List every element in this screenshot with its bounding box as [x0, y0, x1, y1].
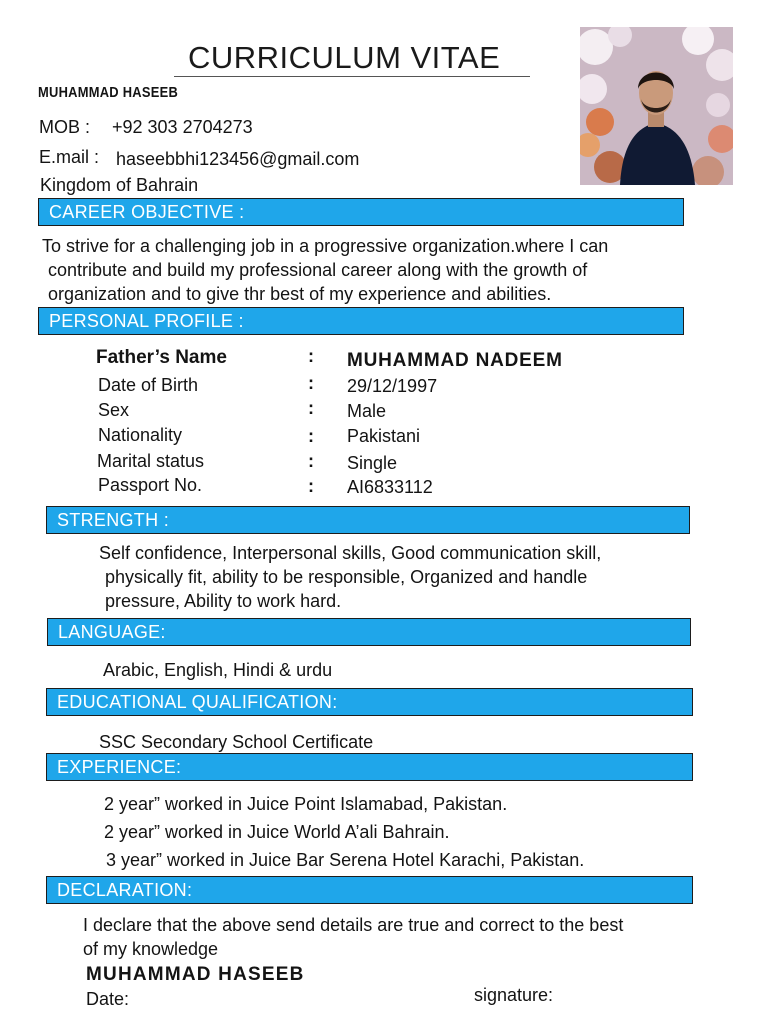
strength-line-1: Self confidence, Interpersonal skills, Good communication skill, — [99, 543, 602, 563]
profile-value-marital: Single — [347, 453, 398, 473]
profile-value-sex: Male — [347, 401, 387, 421]
objective-line-3: organization and to give thr best of my experience and abilities. — [48, 284, 552, 304]
declaration-line-2: of my knowledge — [83, 939, 219, 959]
language-text: Arabic, English, Hindi & urdu — [103, 660, 333, 680]
profile-colon: : — [308, 426, 314, 446]
objective-line-1: To strive for a challenging job in a progressive organization.where I can — [42, 236, 609, 256]
objective-line-2: contribute and build my professional career along with the growth of — [48, 260, 588, 280]
experience-item-3: 3 year” worked in Juice Bar Serena Hotel Karachi, Pakistan. — [106, 850, 585, 870]
declarant-name: MUHAMMAD HASEEB — [86, 964, 305, 985]
section-personal-profile: PERSONAL PROFILE : — [38, 307, 684, 335]
profile-value-father: MUHAMMAD NADEEM — [347, 350, 563, 371]
section-education: EDUCATIONAL QUALIFICATION: — [46, 688, 693, 716]
profile-value-nationality: Pakistani — [347, 426, 421, 446]
experience-item-1: 2 year” worked in Juice Point Islamabad, Pakistan. — [104, 794, 508, 814]
profile-value-dob: 29/12/1997 — [347, 376, 438, 396]
profile-label-sex: Sex — [98, 400, 130, 420]
experience-item-2: 2 year” worked in Juice World A’ali Bahrain. — [104, 822, 450, 842]
section-declaration: DECLARATION: — [46, 876, 693, 904]
profile-colon: : — [308, 476, 314, 496]
date-label: Date: — [86, 989, 130, 1009]
section-experience: EXPERIENCE: — [46, 753, 693, 781]
profile-colon: : — [308, 373, 314, 393]
section-language: LANGUAGE: — [47, 618, 691, 646]
profile-value-passport: AI6833112 — [347, 477, 433, 497]
email-label: E.mail : — [39, 147, 100, 167]
education-text: SSC Secondary School Certificate — [99, 732, 374, 752]
profile-label-marital: Marital status — [97, 451, 205, 471]
mobile-label: MOB : — [39, 117, 91, 137]
declaration-line-1: I declare that the above send details are true and correct to the best — [83, 915, 624, 935]
profile-photo — [580, 27, 733, 185]
profile-label-father: Father’s Name — [96, 347, 227, 368]
title-underline — [174, 76, 530, 77]
page-title: CURRICULUM VITAE — [188, 40, 501, 75]
strength-line-3: pressure, Ability to work hard. — [105, 591, 342, 611]
section-strength: STRENGTH : — [46, 506, 690, 534]
location: Kingdom of Bahrain — [40, 175, 199, 195]
profile-label-dob: Date of Birth — [98, 375, 199, 395]
profile-label-nationality: Nationality — [98, 425, 183, 445]
signature-label: signature: — [474, 985, 554, 1005]
profile-colon: : — [308, 451, 314, 471]
profile-label-passport: Passport No. — [98, 475, 203, 495]
strength-line-2: physically fit, ability to be responsible, Organized and handle — [105, 567, 588, 587]
candidate-name: MUHAMMAD HASEEB — [38, 84, 179, 101]
profile-colon: : — [308, 398, 314, 418]
email-value: haseebbhi123456@gmail.com — [116, 149, 360, 169]
section-career-objective: CAREER OBJECTIVE : — [38, 198, 684, 226]
profile-colon: : — [308, 346, 314, 366]
mobile-value: +92 303 2704273 — [112, 117, 253, 137]
